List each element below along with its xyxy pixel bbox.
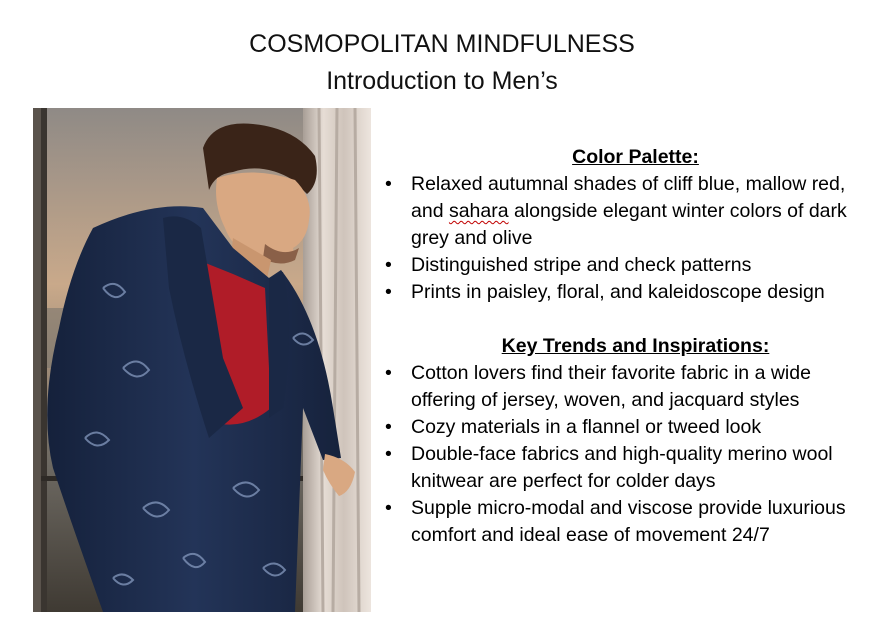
photo-illustration	[33, 108, 371, 612]
color-palette-heading: Color Palette:	[572, 146, 699, 168]
list-item: • Double-face fabrics and high-quality merino wool knitwear are perfect for colder days	[385, 441, 880, 495]
slide-subtitle: Introduction to Men’s	[326, 67, 558, 95]
list-item	[385, 171, 880, 252]
key-trends-heading: Key Trends and Inspirations:	[501, 335, 770, 357]
slide-title: COSMOPOLITAN MINDFULNESS	[249, 30, 635, 58]
slide-header	[0, 26, 884, 100]
list-item-text: alongside elegant winter colors of dark grey and olive	[411, 200, 847, 249]
list-item: • Prints in paisley, floral, and kaleidoscope design	[385, 279, 880, 306]
list-item: • Distinguished stripe and check patterns	[385, 252, 880, 279]
key-trends-list	[385, 360, 880, 549]
list-item: • Cotton lovers find their favorite fabric in a wide offering of jersey, woven, and jacquard styles	[385, 360, 880, 414]
spacer	[385, 306, 880, 333]
color-palette-list	[385, 171, 880, 306]
spellcheck-flagged-word: sahara	[448, 200, 509, 222]
man-in-robe-photo	[33, 108, 371, 612]
list-item-text: Relaxed autumnal shades of cliff blue, mallow red, and	[411, 173, 846, 222]
slide-body	[385, 144, 880, 549]
list-item: • Supple micro-modal and viscose provide luxurious comfort and ideal ease of movement 24/7	[385, 495, 880, 549]
list-item: • Cozy materials in a flannel or tweed look	[385, 414, 880, 441]
